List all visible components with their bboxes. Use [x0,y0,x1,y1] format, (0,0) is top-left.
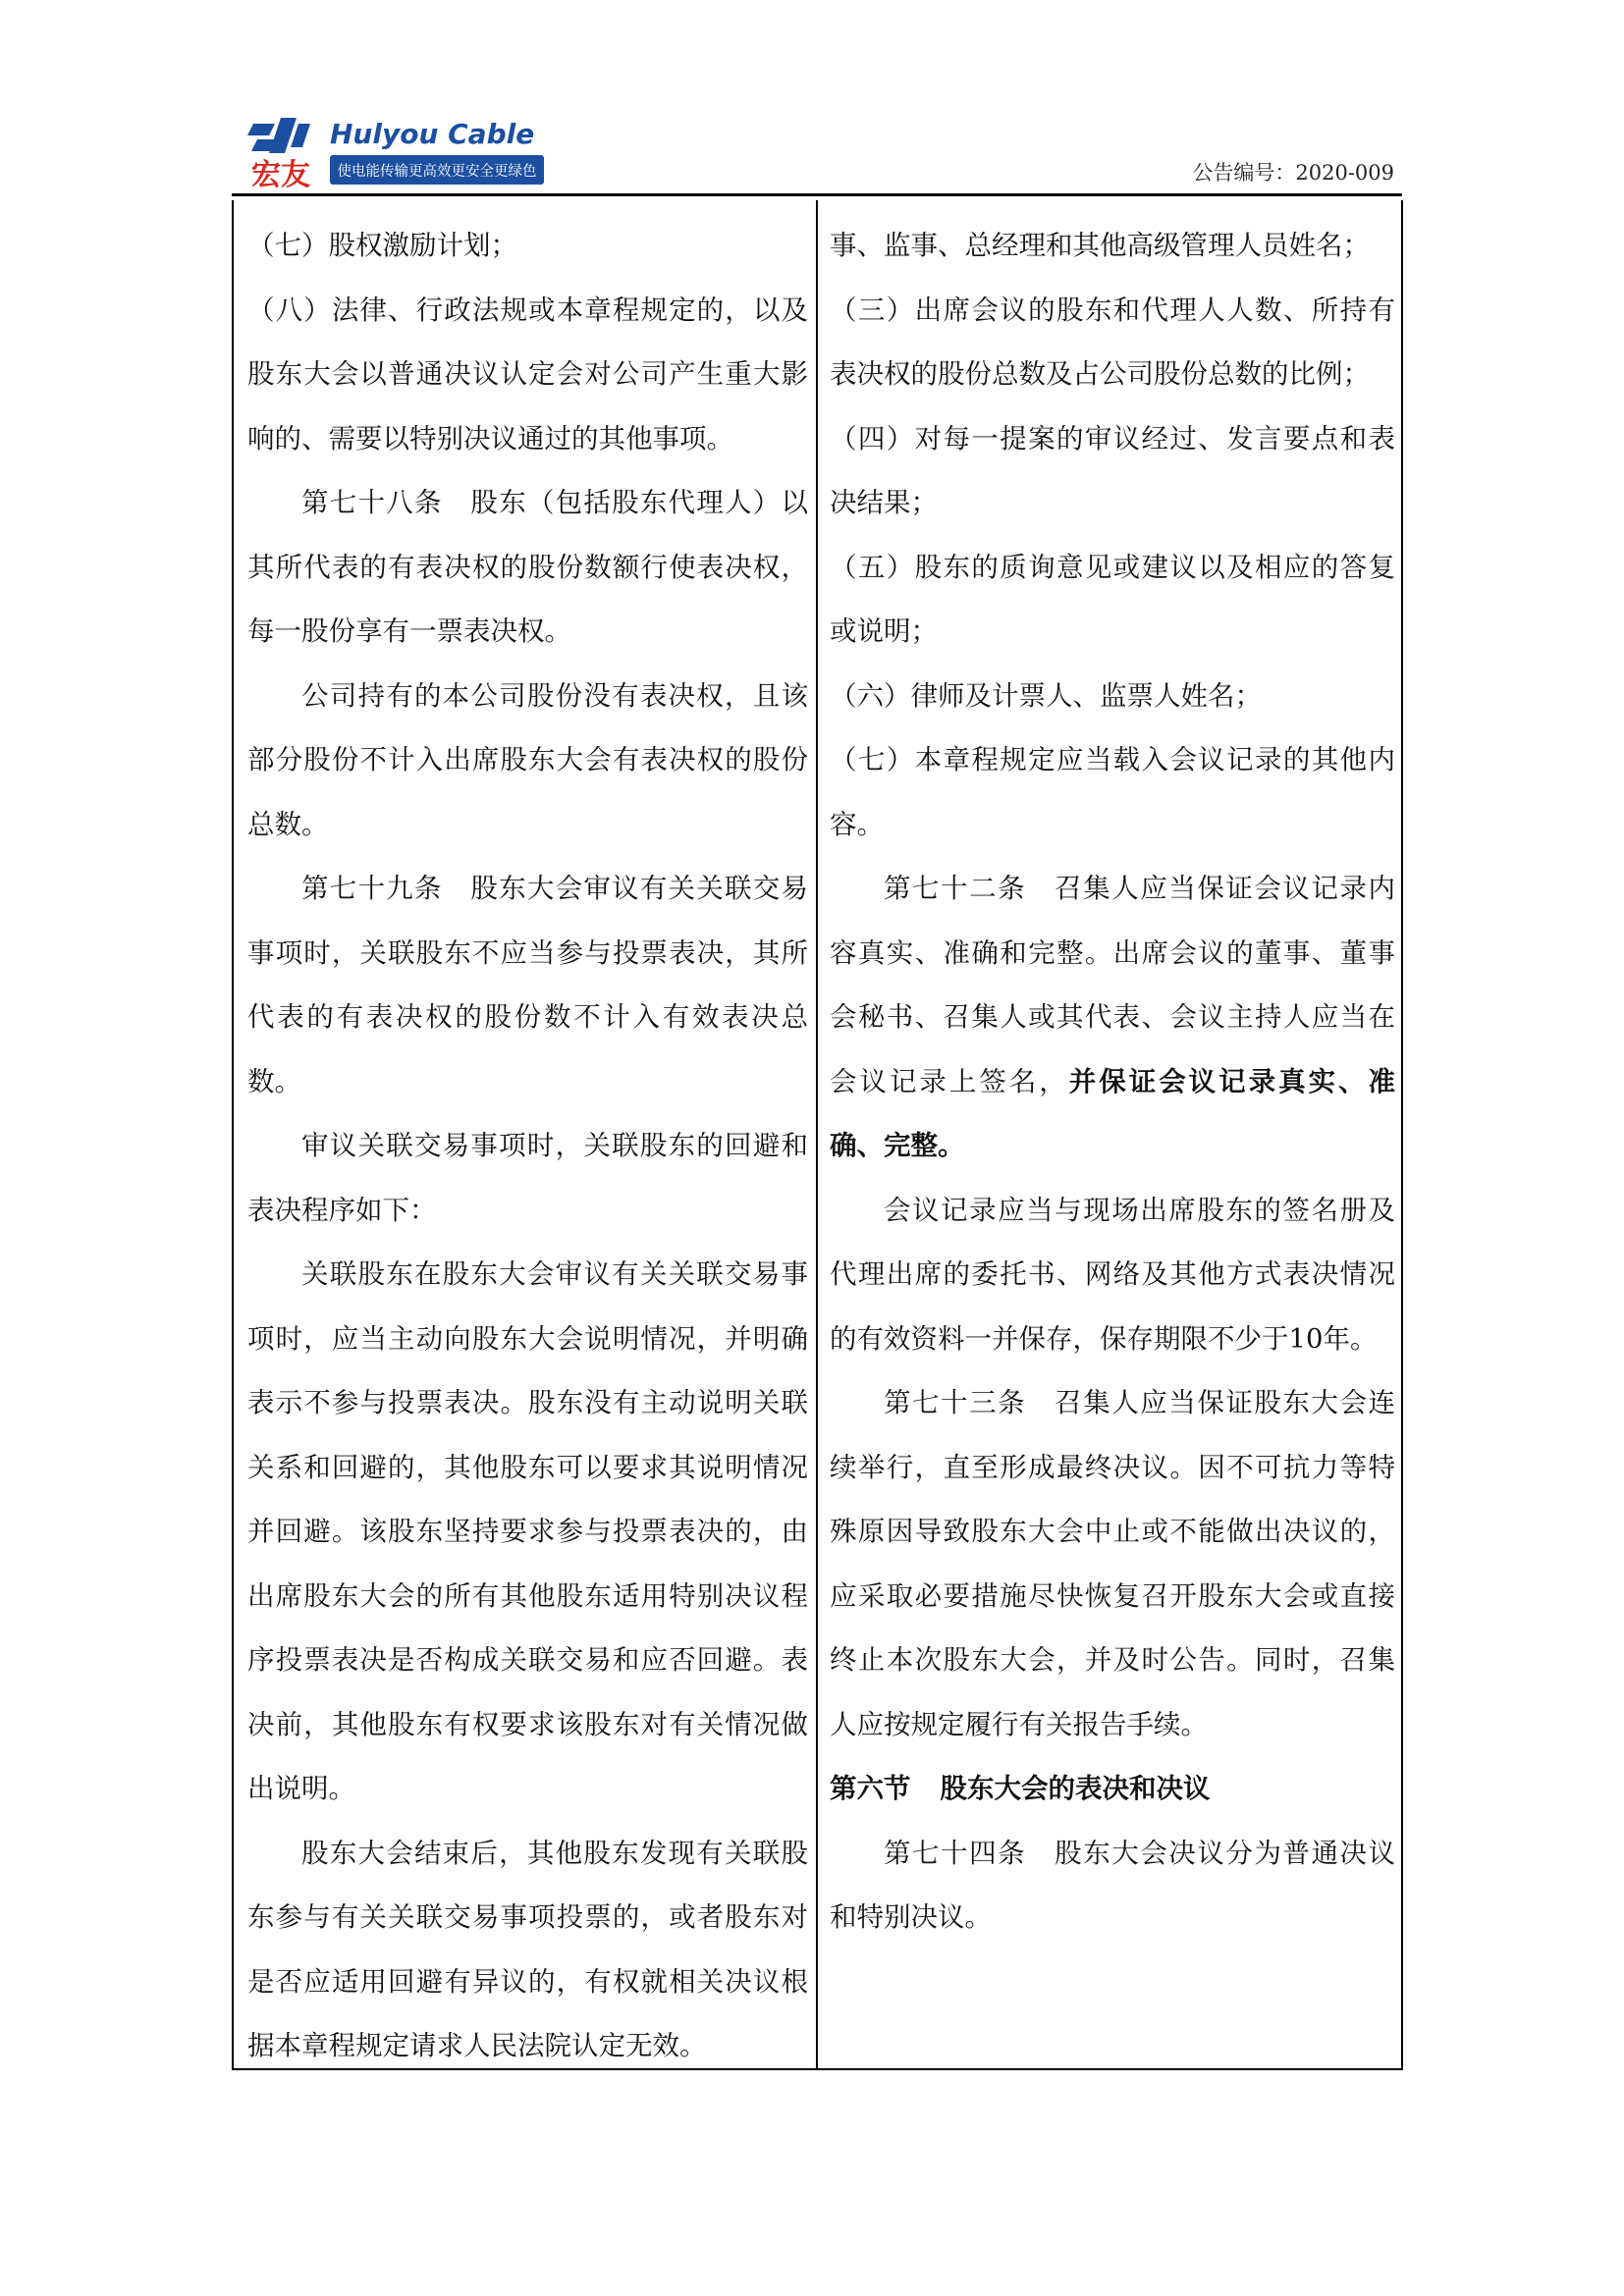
right-para-1: 事、监事、总经理和其他高级管理人员姓名； [830,230,1370,261]
right-column [818,200,1401,2068]
logo-cn-text: 宏友 [251,158,310,192]
right-para-9: 第七十三条 召集人应当保证股东大会连续举行，直至形成最终决议。因不可抗力等特殊原因导致股东大会中止或不能做出决议的，应采取必要措施尽快恢复召开股东大会或直接终止本次股东大会，并及时公告。同时，召集人应按规定履行有关报告手续。 [830,1387,1395,1740]
left-para-3: 第七十八条 股东（包括股东代理人）以其所代表的有表决权的股份数额行使表决权，每一股份享有一票表决权。 [247,487,808,647]
section-number: 第六节 [830,1773,911,1804]
logo-slogan-text: 使电能传输更高效更安全更绿色 [337,164,537,180]
left-para-1: （七）股权激励计划； [247,230,517,261]
left-para-6: 审议关联交易事项时，关联股东的回避和表决程序如下： [247,1130,808,1226]
section-name: 股东大会的表决和决议 [940,1773,1211,1804]
page-header [232,108,1402,196]
section-heading [830,1757,1395,1822]
logo-brand-text: Hulyou Cable [330,118,535,150]
right-para-7-text: 第七十二条 召集人应当保证会议记录内容真实、准确和完整。出席会议的董事、董事会秘书、召集人或其代表、会议主持人应当在会议记录上签名， [830,873,1395,1097]
left-para-4: 公司持有的本公司股份没有表决权，且该部分股份不计入出席股东大会有表决权的股份总数。 [247,679,808,840]
right-para-7 [830,857,1395,1179]
left-para-8: 股东大会结束后，其他股东发现有关联股东参与有关关联交易事项投票的，或者股东对是否应适用回避有异议的，有权就相关决议根据本章程规定请求人民法院认定无效。 [247,1837,808,2061]
right-para-5: （六）律师及计票人、监票人姓名； [830,679,1262,712]
right-para-10: 第七十四条 股东大会决议分为普通决议和特别决议。 [830,1837,1395,1933]
right-para-8: 会议记录应当与现场出席股东的签名册及代理出席的委托书、网络及其他方式表决情况的有效资料一并保存，保存期限不少于10年。 [830,1194,1395,1355]
right-para-2: （三）出席会议的股东和代理人人数、所持有表决权的股份总数及占公司股份总数的比例； [830,294,1395,390]
right-para-3: （四）对每一提案的审议经过、发言要点和表决结果； [830,422,1395,518]
left-para-7: 关联股东在股东大会审议有关关联交易事项时，应当主动向股东大会说明情况，并明确表示不参与投票表决。股东没有主动说明关联关系和回避的，其他股东可以要求其说明情况并回避。该股东坚持要求参与投票表决的，由出席股东大会的所有其他股东适用特别决议程序投票表决是否构成关联交易和应否回避。表决前，其他股东有权要求该股东对有关情况做出说明。 [247,1258,808,1804]
right-para-4: （五）股东的质询意见或建议以及相应的答复或说明； [830,551,1395,647]
company-logo [245,114,560,194]
left-para-5: 第七十九条 股东大会审议有关关联交易事项时，关联股东不应当参与投票表决，其所代表的有表决权的股份数不计入有效表决总数。 [247,873,808,1097]
left-para-2: （八）法律、行政法规或本章程规定的，以及股东大会以普通决议认定会对公司产生重大影响的、需要以特别决议通过的其他事项。 [247,294,808,454]
header-rule [232,193,1402,196]
right-para-6: （七）本章程规定应当载入会议记录的其他内容。 [830,744,1395,840]
notice-number: 公告编号：2020-009 [1192,161,1394,185]
right-para-7-bold-text: 并保证会议记录真实、准确、完整。 [830,1065,1396,1161]
left-column [234,200,818,2068]
comparison-table [232,200,1403,2070]
